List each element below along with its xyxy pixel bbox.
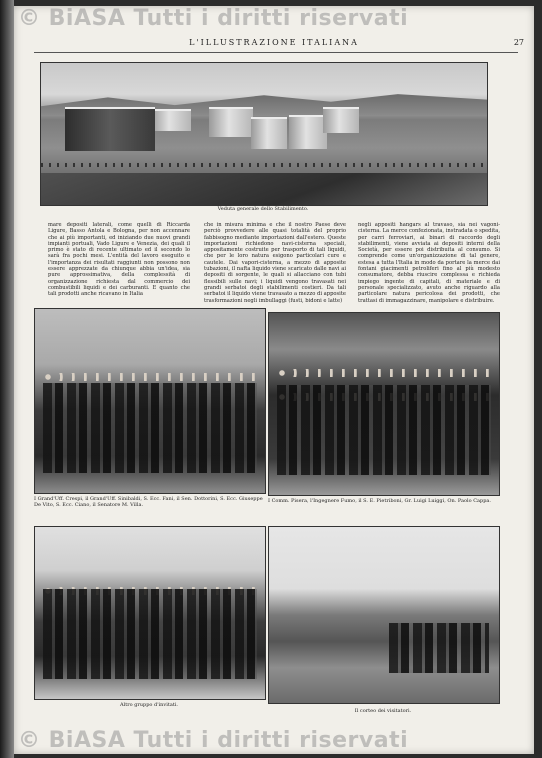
caption-bottom-left: Altro gruppo d'invitati. <box>119 702 179 708</box>
book-spine <box>0 0 14 758</box>
article-column-2: che in misura minima e che il nostro Paese deve perciò provvedere alle quasi totalità del proprio fabbisogno mediante importazioni dall'estero. Queste importazioni richiedono navi-cisterna speciali, appositamente costruite per trasporto di tali liquidi, che per le loro natura esigono particolari cure e cautele. Dai vapori-cisterna, a mezzo di apposite tubazioni, il nafta liquido viene scaricato dalle navi ai depositi di sorgente, le quali si allacciano con tubi flessibili sulle navi; i liquidi vengono travasati nei grandi serbatoi degli stabilimenti costieri. Da tali serbatoi il liquido viene travasato a mezzo di apposite trasformazioni negli imbullaggi (fusti, bidoni e latte) <box>204 222 346 304</box>
header-rule <box>34 52 518 53</box>
photo-fence <box>41 163 487 167</box>
caption-mid-left: I Grand'Uff. Crespi, il Grand'Uff. Sinibaldi, S. Ecc. Fani, il Sen. Dottorini, S. Ecc. Giuseppe De Vito, S. Ecc. Ciano, il Senatore M. Villa. <box>34 496 263 508</box>
photo-heads <box>43 373 257 381</box>
photo-visitors-procession <box>268 526 500 704</box>
photo-tank <box>209 107 253 137</box>
photo-tank <box>251 117 287 149</box>
article-column-3: negli appositi hangars al travaso, sia nei vagoni-cisterna. La merce confezionata, instradata o spedita, per carri ferroviari, ai binari di raccordo degli stabilimenti, viene avviata ai depositi interni della Società, per essere poi distribuita al consumo. Si comprende come un'organizzazione di tal genere, estesa a tutta l'Italia in modo da portare la merce dai fontani giacimenti petroliferi fino al più modesto consumatore, debba riuscire complessa e richieda impiego ingente di capitali, di materiale e di personale specializzato, avuto anche riguardo alla particolare natura pericolosa dei prodotti, che trattasi di immagazzinare, manipolare e distribuire. <box>358 222 500 304</box>
running-title: L'ILLUSTRAZIONE ITALIANA <box>189 38 359 47</box>
photo-heads <box>277 369 491 377</box>
photo-figures <box>43 589 257 679</box>
photo-figures <box>277 385 491 475</box>
magazine-page <box>14 6 534 754</box>
photo-tank <box>289 115 327 149</box>
caption-mid-right: I Comm. Pisera, l'Ingegnere Fumo, il S. E. Pietriboni, Gr. Luigi Luiggi, On. Paolo Cappa. <box>268 498 492 504</box>
watermark-bottom: © BiASA Tutti i diritti riservati <box>18 728 409 753</box>
photo-dignitaries-right <box>268 312 500 496</box>
caption-bottom-right: Il corteo dei visitatori. <box>354 708 412 714</box>
photo-ground <box>41 173 487 205</box>
photo-tank <box>65 107 155 151</box>
photo-tank <box>151 109 191 131</box>
photo-dignitaries-left <box>34 308 266 494</box>
watermark-top: © BiASA Tutti i diritti riservati <box>18 6 409 31</box>
article-column-1: mare depositi laterali, come quelli di Riccarda Ligure, Basso Antola e Bologna, per non accennare che ai più importanti, ed iniziando due nuovi grandi impianti portuali, Vado Ligure e Venezia, dei quali il primo è stato di recente ultimato ed il secondo lo sarà fra pochi mesi. L'entità del lavoro eseguito e l'importanza dei risultati raggiunti non possono non essere apprezzate da chiunque abbia un'idea, sia pure approssimativa, della complessità di organizzazione richiesta dal commercio dei combustibili liquidi e dei carburanti. E quanto che tali prodotti anche ricavano in Italia <box>48 222 190 298</box>
photo-plant-overview <box>40 62 488 206</box>
photo-tank <box>323 107 359 133</box>
photo-guests-group <box>34 526 266 700</box>
photo-figures <box>389 623 489 673</box>
page-number: 27 <box>513 38 524 47</box>
caption-top-photo: Veduta generale dello Stabilimento. <box>217 206 309 212</box>
photo-figures <box>43 383 257 473</box>
